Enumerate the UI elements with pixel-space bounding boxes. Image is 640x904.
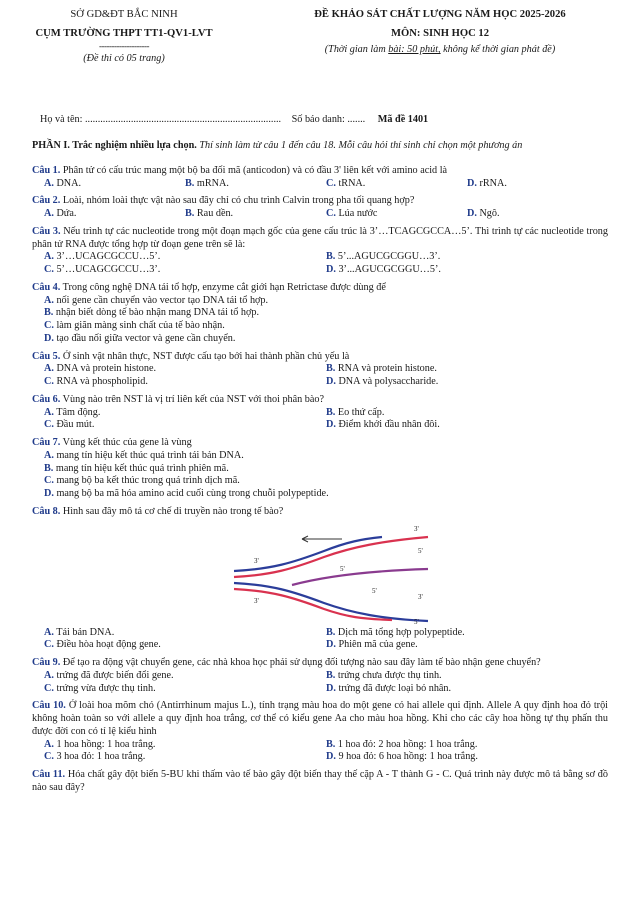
question-3 bbox=[32, 226, 608, 277]
option-letter: B. bbox=[185, 177, 195, 189]
student-info-row bbox=[40, 114, 600, 127]
question-7 bbox=[32, 437, 608, 501]
options-row bbox=[44, 488, 608, 501]
option-letter: D. bbox=[44, 332, 54, 344]
option-text: tạo đầu nối giữa vector và gene cần chuyển. bbox=[53, 332, 236, 344]
option-text: RNA và protein histone. bbox=[335, 363, 437, 375]
question-2 bbox=[32, 195, 608, 221]
option-text: 1 hoa hồng: 1 hoa trắng. bbox=[53, 738, 156, 750]
question-4 bbox=[32, 282, 608, 346]
option-text: 3’…UCAGCGCCU…5’. bbox=[53, 251, 161, 263]
question-number: Câu 10. bbox=[32, 700, 66, 712]
answer-option[interactable] bbox=[44, 178, 185, 191]
options-row bbox=[44, 307, 608, 320]
answer-option[interactable] bbox=[44, 264, 326, 277]
answer-option[interactable] bbox=[326, 178, 467, 191]
option-text: trứng chưa được thụ tinh. bbox=[335, 669, 442, 681]
option-letter: C. bbox=[44, 682, 54, 694]
answer-option[interactable] bbox=[467, 178, 608, 191]
strand-end-label: 5' bbox=[414, 617, 419, 625]
options-row bbox=[44, 670, 608, 683]
answer-option[interactable] bbox=[326, 751, 608, 764]
answer-option[interactable] bbox=[44, 208, 185, 221]
option-text: tRNA. bbox=[335, 177, 366, 189]
option-letter: C. bbox=[44, 264, 54, 275]
answer-option[interactable] bbox=[44, 639, 326, 652]
time-note: (Thời gian làm bài: 50 phút, không kể thời gian phát đề) bbox=[324, 44, 556, 56]
option-text: Điểm khởi đầu nhân đôi. bbox=[335, 419, 440, 431]
question-number: Câu 7. bbox=[32, 437, 61, 448]
answer-option[interactable] bbox=[44, 627, 326, 640]
strand-end-label: 3' bbox=[254, 556, 259, 565]
options-row bbox=[44, 363, 608, 376]
option-letter: A. bbox=[44, 177, 54, 189]
exam-code: Mã đề 1401 bbox=[377, 114, 429, 125]
option-text: Ngô. bbox=[476, 208, 500, 219]
option-text: Điều hòa hoạt động gene. bbox=[53, 639, 161, 651]
subject-name: MÔN: SINH HỌC 12 bbox=[391, 28, 489, 40]
option-letter: D. bbox=[467, 177, 477, 189]
answer-option[interactable] bbox=[467, 208, 608, 221]
question-text: Ở sinh vật nhân thực, NST được cấu tạo bởi hai thành phần chủ yếu là bbox=[60, 350, 350, 362]
options-row bbox=[44, 407, 608, 420]
option-text: 3 hoa đỏ: 1 hoa trắng. bbox=[53, 751, 146, 763]
option-letter: A. bbox=[44, 669, 54, 681]
parental-strand-bottom bbox=[234, 583, 428, 621]
option-letter: B. bbox=[185, 208, 195, 219]
option-letter: B. bbox=[326, 251, 336, 263]
exam-title: ĐỀ KHẢO SÁT CHẤT LƯỢNG NĂM HỌC 2025-2026 bbox=[314, 9, 566, 20]
options-row bbox=[44, 178, 608, 191]
option-letter: C. bbox=[44, 320, 54, 331]
option-text: DNA. bbox=[53, 177, 82, 189]
dna-replication-fork-diagram bbox=[232, 525, 432, 625]
answer-option[interactable] bbox=[44, 307, 259, 318]
answer-option[interactable] bbox=[44, 376, 326, 389]
options-row bbox=[44, 320, 608, 333]
option-text: 5’…UCAGCGCCU…3’. bbox=[53, 264, 161, 275]
option-text: làm giãn màng sinh chất của tế bào nhận. bbox=[53, 320, 225, 331]
option-text: 1 hoa đỏ: 2 hoa hồng: 1 hoa trắng. bbox=[335, 738, 478, 750]
header-right bbox=[246, 8, 634, 57]
option-text: 5’...AGUCGCGGU…3’. bbox=[335, 251, 441, 263]
answer-option[interactable] bbox=[326, 251, 608, 264]
answer-option[interactable] bbox=[326, 739, 608, 752]
option-letter: A. bbox=[44, 449, 54, 461]
option-letter: D. bbox=[326, 682, 336, 694]
answer-option[interactable] bbox=[44, 670, 326, 683]
question-text: Hóa chất gây đột biến 5-BU khi thấm vào tế bào gây đột biến thay thế cặp A - T thành G - C. Quá trình này được mô tả bằng sơ đồ nào sau đây? bbox=[32, 769, 608, 793]
section-heading: PHẦN I. Trắc nghiệm nhiều lựa chọn. Thí sinh làm từ câu 1 đến câu 18. Mỗi câu hỏi thí sinh chỉ chọn một phương án bbox=[32, 140, 523, 151]
question-11 bbox=[32, 769, 608, 795]
school-cluster-name: CỤM TRƯỜNG THPT TT1-QV1-LVT bbox=[35, 28, 213, 40]
option-text: trứng đã được loại bỏ nhân. bbox=[335, 682, 452, 694]
option-letter: B. bbox=[326, 406, 336, 418]
options-row bbox=[44, 627, 608, 640]
question-number: Câu 5. bbox=[32, 350, 61, 362]
student-name-label: Họ và tên: ............................................................................. bbox=[40, 114, 282, 125]
answer-option[interactable] bbox=[44, 463, 229, 474]
answer-option[interactable] bbox=[326, 264, 608, 277]
options-row bbox=[44, 208, 608, 221]
answer-option[interactable] bbox=[326, 627, 608, 640]
option-text: rRNA. bbox=[476, 177, 507, 189]
answer-option[interactable] bbox=[326, 670, 608, 683]
option-letter: C. bbox=[44, 376, 54, 387]
option-text: Dứa. bbox=[53, 208, 77, 219]
option-letter: B. bbox=[326, 363, 336, 375]
answer-option[interactable] bbox=[185, 178, 326, 191]
question-text: Trong công nghệ DNA tái tổ hợp, enzyme cắt giới hạn Retrictase được dùng để bbox=[60, 281, 386, 293]
strand-end-label: 3' bbox=[414, 524, 419, 533]
strand-end-label: 5' bbox=[372, 586, 377, 595]
direction-arrow-icon bbox=[302, 536, 342, 542]
options-row bbox=[44, 419, 608, 432]
options-row bbox=[44, 475, 608, 488]
strand-end-label: 3' bbox=[254, 596, 259, 605]
option-letter: C. bbox=[326, 177, 336, 189]
question-number: Câu 6. bbox=[32, 393, 61, 405]
option-letter: C. bbox=[326, 208, 336, 219]
answer-option[interactable] bbox=[326, 363, 608, 376]
options-row bbox=[44, 739, 608, 752]
question-text: Vùng nào trên NST là vị trí liên kết của NST với thoi phân bào? bbox=[60, 393, 325, 405]
question-1 bbox=[32, 165, 608, 191]
question-10 bbox=[32, 700, 608, 764]
leading-strand bbox=[292, 569, 428, 585]
question-9 bbox=[32, 657, 608, 695]
new-strand-top bbox=[234, 537, 382, 571]
option-text: Đầu mút. bbox=[53, 419, 95, 431]
answer-option[interactable] bbox=[44, 419, 326, 432]
exam-body bbox=[32, 140, 608, 795]
option-text: mRNA. bbox=[194, 177, 229, 189]
strand-end-label: 5' bbox=[340, 564, 345, 573]
answer-option[interactable] bbox=[44, 320, 225, 331]
option-text: Tâm động. bbox=[53, 406, 101, 418]
option-letter: A. bbox=[44, 406, 54, 418]
options-row bbox=[44, 450, 608, 463]
options-row bbox=[44, 264, 608, 277]
option-text: nối gene cần chuyển vào vector tạo DNA tái tổ hợp. bbox=[53, 294, 269, 306]
question-number: Câu 4. bbox=[32, 281, 61, 293]
option-letter: C. bbox=[44, 419, 54, 431]
answer-option[interactable] bbox=[44, 488, 329, 499]
option-text: DNA và polysaccharide. bbox=[335, 376, 439, 387]
question-number: Câu 8. bbox=[32, 505, 61, 517]
options-row bbox=[44, 751, 608, 764]
option-letter: B. bbox=[44, 307, 54, 319]
answer-option[interactable] bbox=[326, 208, 467, 221]
options-row bbox=[44, 295, 608, 308]
option-text: Lúa nước bbox=[335, 208, 378, 219]
answer-option[interactable] bbox=[326, 683, 608, 696]
options-row bbox=[44, 639, 608, 652]
answer-option[interactable] bbox=[326, 376, 608, 389]
option-text: mang tín hiệu kết thúc quá trình phiên mã. bbox=[53, 462, 229, 474]
question-number: Câu 2. bbox=[32, 195, 61, 207]
page-count-note: (Đề thi có 05 trang) bbox=[83, 52, 165, 64]
option-letter: A. bbox=[44, 626, 54, 638]
option-text: 9 hoa đỏ: 6 hoa hồng: 1 hoa trắng. bbox=[335, 751, 478, 763]
option-text: trứng đã được biến đổi gene. bbox=[53, 669, 174, 681]
option-letter: D. bbox=[326, 751, 336, 763]
option-letter: C. bbox=[44, 639, 54, 651]
answer-option[interactable] bbox=[44, 739, 326, 752]
option-letter: A. bbox=[44, 738, 54, 750]
option-letter: D. bbox=[467, 208, 477, 219]
option-text: RNA và phospholipid. bbox=[53, 376, 148, 387]
option-letter: C. bbox=[44, 475, 54, 487]
option-letter: D. bbox=[326, 419, 336, 431]
option-text: DNA và protein histone. bbox=[53, 363, 157, 375]
answer-option[interactable] bbox=[44, 751, 326, 764]
answer-option[interactable] bbox=[44, 407, 326, 420]
option-letter: D. bbox=[326, 639, 336, 651]
answer-option[interactable] bbox=[44, 333, 235, 344]
option-letter: A. bbox=[44, 294, 54, 306]
option-text: mang tín hiệu kết thúc quá trình tái bản DNA. bbox=[53, 449, 244, 461]
option-letter: D. bbox=[326, 376, 336, 387]
answer-option[interactable] bbox=[44, 683, 326, 696]
header-divider: -------------------- bbox=[99, 41, 149, 52]
option-letter: B. bbox=[44, 462, 54, 474]
question-text: Loài, nhóm loài thực vật nào sau đây chỉ có chu trình Calvin trong pha tối quang hợp? bbox=[60, 195, 415, 207]
option-letter: D. bbox=[326, 264, 336, 275]
answer-option[interactable] bbox=[185, 208, 326, 221]
answer-option[interactable] bbox=[44, 475, 240, 486]
student-id-label: Số báo danh: ....... bbox=[291, 114, 366, 125]
question-number: Câu 1. bbox=[32, 164, 61, 176]
options-row bbox=[44, 683, 608, 696]
department-name: SỞ GD&ĐT BẮC NINH bbox=[70, 9, 178, 20]
option-letter: A. bbox=[44, 363, 54, 375]
option-letter: A. bbox=[44, 251, 54, 263]
header-left bbox=[6, 8, 242, 65]
question-number: Câu 3. bbox=[32, 225, 61, 237]
option-letter: A. bbox=[44, 208, 54, 219]
answer-option[interactable] bbox=[326, 407, 608, 420]
options-row bbox=[44, 463, 608, 476]
option-letter: C. bbox=[44, 751, 54, 763]
options-row bbox=[44, 251, 608, 264]
question-text: Ở loài hoa mõm chó (Antirrhinum majus L.), tính trạng màu hoa do một gene có hai allele qui định. Allele A quy định hoa đỏ trội không hoàn toàn so với allele a quy định hoa trắng, cơ thể có kiểu gene Aa cho màu hoa hồng. Khi cho các cây hoa hồng tự thụ phấn thu được đời con có tỉ lệ kiểu hình bbox=[32, 700, 608, 737]
option-text: Tái bản DNA. bbox=[53, 626, 115, 638]
question-8 bbox=[32, 506, 608, 652]
question-text: Để tạo ra động vật chuyển gene, các nhà khoa học phải sử dụng đối tượng nào sau đây làm tế bào nhận gene chuyển? bbox=[60, 657, 541, 668]
question-number: Câu 11. bbox=[32, 769, 66, 780]
answer-option[interactable] bbox=[44, 295, 268, 306]
option-text: nhận biết dòng tế bào nhận mang DNA tái tổ hợp. bbox=[53, 307, 260, 319]
question-text: Hình sau đây mô tả cơ chế di truyền nào trong tế bào? bbox=[60, 505, 284, 517]
option-letter: D. bbox=[44, 488, 54, 499]
option-text: Phiên mã của gene. bbox=[335, 639, 418, 651]
answer-option[interactable] bbox=[44, 450, 244, 461]
question-text: Vùng kết thúc của gene là vùng bbox=[60, 437, 192, 448]
question-list bbox=[32, 165, 608, 795]
option-letter: B. bbox=[326, 669, 336, 681]
answer-option[interactable] bbox=[326, 639, 608, 652]
answer-option[interactable] bbox=[326, 419, 608, 432]
question-number: Câu 9. bbox=[32, 657, 61, 668]
option-text: Rau dền. bbox=[194, 208, 234, 219]
question-text: Phân tử có cấu trúc mang một bộ ba đối mã (anticodon) và có đầu 3' liên kết với amino acid là bbox=[60, 164, 448, 176]
option-text: mang bộ ba kết thúc trong quá trình dịch mã. bbox=[53, 475, 240, 487]
option-text: Eo thứ cấp. bbox=[335, 406, 385, 418]
answer-option[interactable] bbox=[44, 363, 326, 376]
option-text: 3’...AGUCGCGGU…5’. bbox=[335, 264, 441, 275]
question-6 bbox=[32, 394, 608, 432]
option-letter: B. bbox=[326, 738, 336, 750]
question-5 bbox=[32, 351, 608, 389]
option-letter: B. bbox=[326, 626, 336, 638]
answer-option[interactable] bbox=[44, 251, 326, 264]
strand-end-label: 3' bbox=[418, 592, 423, 601]
options-row bbox=[44, 333, 608, 346]
options-row bbox=[44, 376, 608, 389]
strand-end-label: 5' bbox=[418, 546, 423, 555]
option-text: trứng vừa được thụ tinh. bbox=[53, 682, 156, 694]
option-text: mang bộ ba mã hóa amino acid cuối cùng trong chuỗi polypeptide. bbox=[53, 488, 329, 499]
question-text: Nếu trình tự các nucleotide trong một đoạn mạch gốc của gene cấu trúc là 3’…TCAGCGCCA…5’. Thì trình tự các nucleotide trong phân tử RNA được tổng hợp từ đoạn gene trên sẽ là: bbox=[32, 225, 608, 250]
option-text: Dịch mã tổng hợp polypeptide. bbox=[335, 626, 465, 638]
